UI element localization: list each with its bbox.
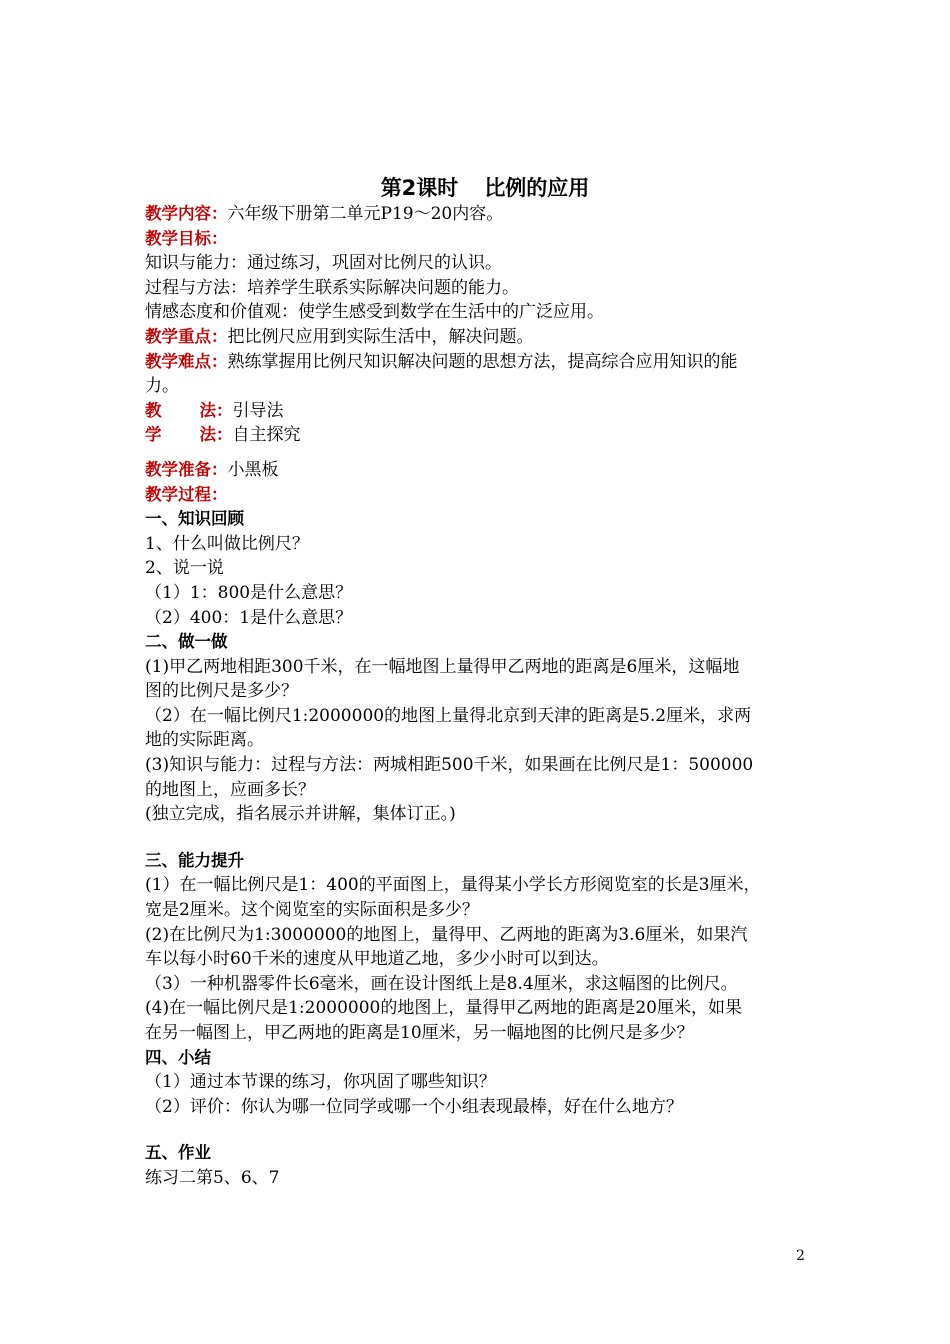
lesson-plan-page (145, 174, 825, 1191)
difficulty-label: 教学难点： (145, 351, 228, 371)
content-row (145, 202, 825, 227)
teaching-method-row (145, 399, 825, 424)
page-number: 2 (796, 1248, 805, 1264)
section-line: (1）在一幅比例尺是1：400的平面图上，量得某小学长方形阅览室的长是3厘米， (145, 875, 761, 896)
section-line: 车以每小时60千米的速度从甲地道乙地，多少小时可以到达。 (145, 949, 609, 970)
page-title (145, 174, 825, 202)
section-line: （2）在一幅比例尺1:2000000的地图上量得北京到天津的距离是5.2厘米，求两 (145, 705, 752, 726)
learning-method-text: 自主探究 (232, 425, 301, 446)
section-line: 2、说一说 (145, 558, 224, 579)
teaching-method-text: 引导法 (232, 400, 284, 421)
difficulty-row-cont: 力。 (145, 376, 179, 397)
section-line: （2）400：1是什么意思？ (145, 607, 353, 628)
section-line: 1、什么叫做比例尺？ (145, 533, 309, 554)
content-text: 六年级下册第二单元P19～20内容。 (227, 204, 504, 224)
process-row (145, 483, 825, 508)
preparation-label: 教学准备： (145, 459, 228, 479)
preparation-text: 小黑板 (227, 459, 279, 480)
goals-row (145, 227, 825, 252)
learning-method-label-a: 学 (145, 425, 162, 445)
section-line: (4)在一幅比例尺是1:2000000的地图上，量得甲乙两地的距离是20厘米，如果 (145, 998, 742, 1019)
section-heading: 二、做一做 (145, 632, 228, 652)
process-label: 教学过程： (145, 484, 228, 504)
section-line: （1）通过本节课的练习，你巩固了哪些知识？ (145, 1072, 496, 1093)
section-line: (3)知识与能力：过程与方法：两城相距500千米，如果画在比例尺是1：500000 (145, 755, 754, 776)
goal-item: 情感态度和价值观：使学生感受到数学在生活中的广泛应用。 (145, 302, 604, 323)
section-line: 地的实际距离。 (145, 730, 264, 751)
difficulty-text: 熟练掌握用比例尺知识解决问题的思想方法，提高综合应用知识的能 (227, 351, 738, 372)
goal-item: 过程与方法：培养学生联系实际解决问题的能力。 (145, 277, 519, 298)
difficulty-row (145, 350, 825, 375)
section-heading: 五、作业 (145, 1143, 211, 1163)
key-point-row (145, 325, 825, 350)
section-heading: 三、能力提升 (145, 850, 244, 870)
section-line: (1)甲乙两地相距300千米，在一幅地图上量得甲乙两地的距离是6厘米，这幅地 (145, 656, 740, 677)
goal-item: 知识与能力：通过练习，巩固对比例尺的认识。 (145, 253, 502, 274)
content-label: 教学内容： (145, 204, 228, 223)
section-line: (独立完成，指名展示并讲解，集体订正。) (145, 804, 456, 825)
teaching-method-label-b: 法： (199, 400, 233, 420)
teaching-method-label-a: 教 (145, 400, 162, 420)
section-heading: 一、知识回顾 (145, 509, 244, 529)
goals-label: 教学目标： (145, 228, 228, 248)
section-heading: 四、小结 (145, 1047, 211, 1067)
key-point-label: 教学重点： (145, 326, 228, 346)
lesson-number: 第2课时 (380, 176, 459, 200)
section-line: 图的比例尺是多少？ (145, 681, 298, 702)
preparation-row (145, 458, 825, 483)
learning-method-row (145, 423, 825, 448)
lesson-topic: 比例的应用 (484, 176, 590, 200)
section-line: 在另一幅图上，甲乙两地的距离是10厘米，另一幅地图的比例尺是多少？ (145, 1023, 694, 1043)
section-line: （3）一种机器零件长6毫米，画在设计图纸上是8.4厘米，求这幅图的比例尺。 (145, 973, 738, 994)
section-line: 宽是2厘米。这个阅览室的实际面积是多少？ (145, 900, 479, 921)
section-line: 的地图上，应画多长？ (145, 779, 315, 800)
key-point-text: 把比例尺应用到实际生活中，解决问题。 (227, 326, 534, 347)
section-line: （1）1：800是什么意思？ (145, 582, 353, 603)
section-line: （2）评价：你认为哪一位同学或哪一个小组表现最棒，好在什么地方？ (145, 1096, 683, 1117)
learning-method-label-b: 法： (199, 425, 233, 445)
section-line: 练习二第5、6、7 (145, 1167, 280, 1188)
section-line: (2)在比例尺为1:3000000的地图上，量得甲、乙两地的距离为3.6厘米，如果汽 (145, 924, 748, 945)
